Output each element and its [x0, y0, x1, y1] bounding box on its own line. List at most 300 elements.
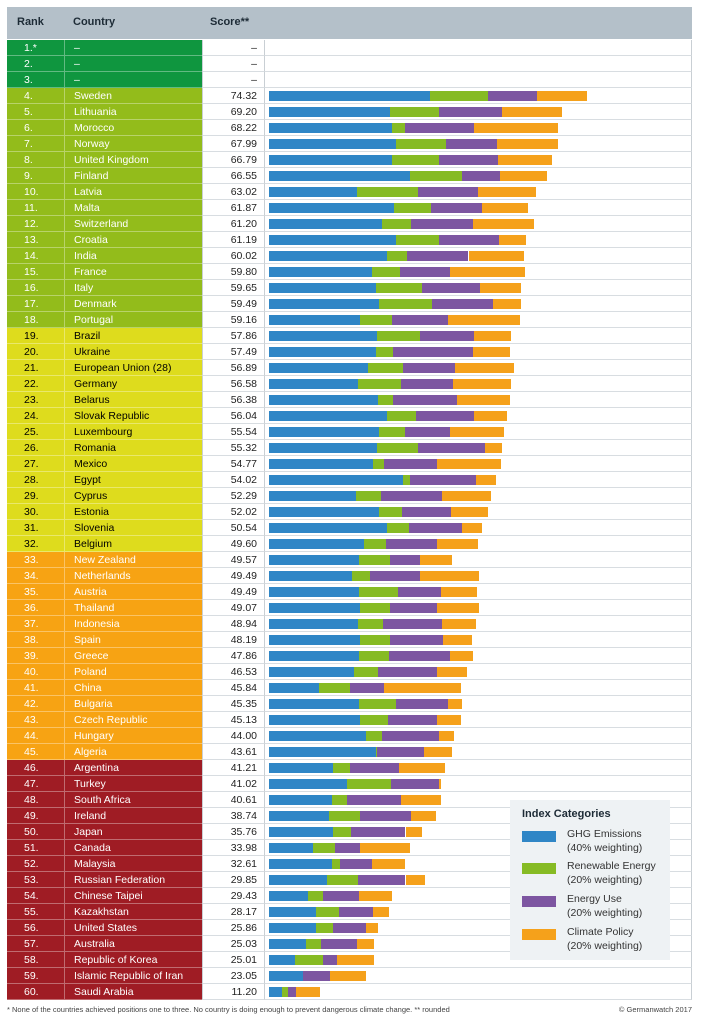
country-cell: Thailand [64, 600, 202, 616]
rank-cell: 15. [7, 264, 64, 280]
bar-segment-ghg [269, 155, 392, 165]
legend-swatch-energy [522, 896, 556, 907]
country-cell: Belarus [64, 392, 202, 408]
bar-segment-ghg [269, 891, 308, 901]
country-cell: Denmark [64, 296, 202, 312]
bar-segment-renewable [333, 827, 351, 837]
score-cell: 59.49 [202, 296, 264, 312]
score-cell: 74.32 [202, 88, 264, 104]
bar-segment-policy [424, 747, 452, 757]
bar-cell [264, 504, 692, 520]
bar-segment-policy [473, 347, 510, 357]
bar-cell [264, 360, 692, 376]
table-row [7, 56, 692, 72]
rank-cell: 23. [7, 392, 64, 408]
bar-segment-ghg [269, 731, 366, 741]
bar-segment-energy [439, 155, 498, 165]
table-row [7, 216, 692, 232]
bar-segment-ghg [269, 379, 358, 389]
country-cell: Germany [64, 376, 202, 392]
bar-segment-energy [384, 459, 438, 469]
bar-segment-renewable [319, 683, 350, 693]
bar-segment-ghg [269, 139, 396, 149]
bar-segment-policy [337, 955, 374, 965]
bar-segment-energy [401, 379, 453, 389]
bar-segment-ghg [269, 539, 364, 549]
bar-segment-renewable [377, 443, 419, 453]
country-cell: Republic of Korea [64, 952, 202, 968]
score-cell: 35.76 [202, 824, 264, 840]
bar-cell [264, 328, 692, 344]
country-cell: Kazakhstan [64, 904, 202, 920]
bar-segment-energy [350, 763, 400, 773]
table-row [7, 584, 692, 600]
legend-swatch-policy [522, 929, 556, 940]
table-row [7, 184, 692, 200]
bar-segment-energy [340, 859, 372, 869]
bar-segment-policy [406, 875, 425, 885]
bar-segment-energy [407, 251, 469, 261]
bar-segment-renewable [352, 571, 370, 581]
bar-segment-policy [372, 859, 405, 869]
bar-segment-policy [359, 891, 392, 901]
country-cell: India [64, 248, 202, 264]
table-row [7, 88, 692, 104]
legend-label-policy: Climate Policy [567, 926, 634, 938]
country-cell: Czech Republic [64, 712, 202, 728]
bar-segment-ghg [269, 315, 360, 325]
bar-segment-renewable [396, 139, 446, 149]
bar-segment-renewable [410, 171, 462, 181]
bar-segment-ghg [269, 251, 387, 261]
bar-segment-ghg [269, 619, 358, 629]
bar-segment-ghg [269, 667, 354, 677]
bar-segment-policy [437, 539, 477, 549]
score-cell: 61.20 [202, 216, 264, 232]
bar-segment-policy [478, 187, 536, 197]
country-cell: Latvia [64, 184, 202, 200]
bar-segment-ghg [269, 331, 377, 341]
bar-segment-ghg [269, 427, 379, 437]
bar-segment-energy [390, 603, 437, 613]
bar-segment-policy [497, 139, 558, 149]
table-row [7, 600, 692, 616]
score-cell: 41.02 [202, 776, 264, 792]
bar-segment-ghg [269, 875, 327, 885]
bar-segment-policy [360, 843, 410, 853]
rank-cell: 42. [7, 696, 64, 712]
bar-segment-policy [498, 155, 552, 165]
bar-segment-energy [392, 315, 447, 325]
score-cell: 45.35 [202, 696, 264, 712]
bar-segment-ghg [269, 443, 377, 453]
country-cell: Malta [64, 200, 202, 216]
score-cell: 49.57 [202, 552, 264, 568]
bar-segment-energy [409, 523, 462, 533]
bar-cell [264, 568, 692, 584]
bar-segment-energy [393, 395, 457, 405]
bar-segment-policy [373, 907, 389, 917]
table-row [7, 648, 692, 664]
bar-segment-ghg [269, 91, 430, 101]
country-cell: Sweden [64, 88, 202, 104]
bar-cell [264, 344, 692, 360]
bar-segment-ghg [269, 491, 356, 501]
score-cell: 67.99 [202, 136, 264, 152]
bar-segment-policy [469, 251, 525, 261]
bar-segment-policy [437, 667, 467, 677]
rank-cell: 12. [7, 216, 64, 232]
bar-segment-renewable [403, 475, 410, 485]
bar-segment-energy [335, 843, 361, 853]
bar-segment-renewable [354, 667, 378, 677]
rank-cell: 10. [7, 184, 64, 200]
bar-segment-ghg [269, 843, 313, 853]
table-row [7, 968, 692, 984]
table-row [7, 408, 692, 424]
table-row [7, 616, 692, 632]
bar-cell [264, 488, 692, 504]
bar-cell [264, 280, 692, 296]
score-cell: – [202, 56, 264, 72]
rank-cell: 50. [7, 824, 64, 840]
bar-segment-energy [321, 939, 357, 949]
bar-cell [264, 456, 692, 472]
rank-cell: 53. [7, 872, 64, 888]
rank-cell: 56. [7, 920, 64, 936]
bar-cell [264, 392, 692, 408]
bar-segment-policy [474, 331, 511, 341]
bar-cell [264, 312, 692, 328]
bar-segment-energy [405, 123, 474, 133]
country-cell: Bulgaria [64, 696, 202, 712]
rank-cell: 11. [7, 200, 64, 216]
bar-segment-energy [378, 667, 436, 677]
rank-cell: 36. [7, 600, 64, 616]
bar-segment-renewable [333, 763, 350, 773]
bar-segment-ghg [269, 267, 372, 277]
bar-segment-policy [451, 507, 488, 517]
legend-label-energy: Energy Use [567, 893, 622, 905]
score-cell: – [202, 72, 264, 88]
bar-cell [264, 88, 692, 104]
table-row [7, 488, 692, 504]
bar-segment-renewable [332, 859, 340, 869]
score-cell: 29.85 [202, 872, 264, 888]
bar-cell [264, 552, 692, 568]
bar-segment-policy [437, 715, 460, 725]
bar-segment-policy [366, 923, 378, 933]
bar-segment-ghg [269, 971, 303, 981]
bar-segment-energy [439, 107, 502, 117]
bar-segment-policy [399, 763, 445, 773]
country-cell: Hungary [64, 728, 202, 744]
country-cell: Estonia [64, 504, 202, 520]
score-cell: 25.03 [202, 936, 264, 952]
bar-segment-energy [405, 427, 450, 437]
bar-cell [264, 968, 692, 984]
score-cell: 52.02 [202, 504, 264, 520]
bar-segment-policy [455, 363, 514, 373]
bar-cell [264, 120, 692, 136]
bar-segment-energy [396, 699, 448, 709]
bar-segment-energy [390, 635, 443, 645]
score-cell: 61.87 [202, 200, 264, 216]
bar-segment-renewable [387, 411, 416, 421]
bar-cell [264, 696, 692, 712]
copyright: © Germanwatch 2017 [618, 1005, 692, 1014]
rank-cell: 13. [7, 232, 64, 248]
score-cell: 56.58 [202, 376, 264, 392]
score-cell: 59.65 [202, 280, 264, 296]
country-cell: Austria [64, 584, 202, 600]
score-cell: 66.55 [202, 168, 264, 184]
bar-segment-energy [462, 171, 500, 181]
bar-segment-renewable [313, 843, 334, 853]
rank-cell: 5. [7, 104, 64, 120]
bar-segment-energy [439, 235, 499, 245]
bar-cell [264, 712, 692, 728]
rank-cell: 21. [7, 360, 64, 376]
bar-segment-renewable [357, 187, 418, 197]
table-row [7, 104, 692, 120]
rank-cell: 33. [7, 552, 64, 568]
score-cell: – [202, 40, 264, 56]
bar-segment-renewable [306, 939, 321, 949]
bar-segment-ghg [269, 779, 347, 789]
bar-segment-renewable [360, 715, 388, 725]
score-cell: 60.02 [202, 248, 264, 264]
bar-segment-energy [420, 331, 474, 341]
rank-cell: 16. [7, 280, 64, 296]
country-cell: Canada [64, 840, 202, 856]
rank-cell: 9. [7, 168, 64, 184]
table-row [7, 520, 692, 536]
bar-segment-renewable [396, 235, 438, 245]
bar-segment-renewable [392, 123, 405, 133]
country-cell: Slovak Republic [64, 408, 202, 424]
bar-segment-policy [537, 91, 587, 101]
bar-segment-policy [401, 795, 441, 805]
table-row [7, 136, 692, 152]
score-cell: 56.38 [202, 392, 264, 408]
bar-cell [264, 376, 692, 392]
bar-segment-renewable [316, 907, 339, 917]
bar-cell [264, 584, 692, 600]
bar-segment-energy [422, 283, 480, 293]
rank-cell: 51. [7, 840, 64, 856]
country-cell: Japan [64, 824, 202, 840]
rank-cell: 38. [7, 632, 64, 648]
bar-segment-ghg [269, 651, 359, 661]
bar-segment-renewable [364, 539, 387, 549]
country-cell: – [64, 40, 202, 56]
bar-segment-energy [347, 795, 401, 805]
score-cell: 47.86 [202, 648, 264, 664]
bar-segment-ghg [269, 683, 319, 693]
bar-cell [264, 232, 692, 248]
table-row [7, 312, 692, 328]
legend-label-ghg: GHG Emissions [567, 828, 642, 840]
country-cell: Argentina [64, 760, 202, 776]
bar-segment-ghg [269, 107, 390, 117]
table-row [7, 328, 692, 344]
country-cell: Romania [64, 440, 202, 456]
bar-segment-renewable [332, 795, 348, 805]
rank-cell: 20. [7, 344, 64, 360]
country-cell: Finland [64, 168, 202, 184]
bar-cell [264, 264, 692, 280]
bar-segment-energy [370, 571, 420, 581]
bar-segment-policy [441, 587, 477, 597]
bar-segment-policy [474, 123, 558, 133]
bar-segment-energy [416, 411, 473, 421]
bar-segment-policy [450, 267, 525, 277]
bar-segment-energy [386, 539, 437, 549]
country-cell: Indonesia [64, 616, 202, 632]
table-row [7, 696, 692, 712]
bar-segment-renewable [387, 251, 407, 261]
bar-segment-renewable [378, 395, 393, 405]
bar-segment-energy [411, 219, 472, 229]
bar-segment-energy [388, 715, 438, 725]
bar-segment-renewable [387, 523, 410, 533]
bar-cell [264, 136, 692, 152]
bar-segment-policy [442, 491, 492, 501]
bar-segment-policy [442, 619, 476, 629]
country-cell: France [64, 264, 202, 280]
bar-segment-energy [333, 923, 366, 933]
score-cell: 61.19 [202, 232, 264, 248]
rank-cell: 43. [7, 712, 64, 728]
country-cell: – [64, 56, 202, 72]
bar-segment-ghg [269, 699, 359, 709]
rank-cell: 3. [7, 72, 64, 88]
score-cell: 46.53 [202, 664, 264, 680]
bar-segment-ghg [269, 987, 282, 997]
rank-cell: 48. [7, 792, 64, 808]
rank-cell: 54. [7, 888, 64, 904]
country-cell: Portugal [64, 312, 202, 328]
score-cell: 66.79 [202, 152, 264, 168]
bar-segment-energy [398, 587, 442, 597]
rank-cell: 2. [7, 56, 64, 72]
rank-cell: 32. [7, 536, 64, 552]
bar-segment-policy [384, 683, 462, 693]
bar-segment-renewable [392, 155, 438, 165]
rank-cell: 8. [7, 152, 64, 168]
table-row [7, 728, 692, 744]
bar-cell [264, 216, 692, 232]
table-row [7, 296, 692, 312]
rank-cell: 60. [7, 984, 64, 1000]
bar-cell [264, 616, 692, 632]
bar-segment-ghg [269, 827, 333, 837]
rank-cell: 26. [7, 440, 64, 456]
country-cell: Spain [64, 632, 202, 648]
bar-segment-policy [485, 443, 501, 453]
bar-segment-policy [439, 779, 441, 789]
bar-cell [264, 296, 692, 312]
bar-segment-energy [390, 555, 420, 565]
country-cell: Mexico [64, 456, 202, 472]
bar-cell [264, 72, 692, 88]
score-cell: 43.61 [202, 744, 264, 760]
bar-cell [264, 152, 692, 168]
score-cell: 52.29 [202, 488, 264, 504]
bar-segment-renewable [382, 219, 411, 229]
bar-segment-renewable [347, 779, 391, 789]
rank-cell: 27. [7, 456, 64, 472]
bar-segment-renewable [379, 507, 402, 517]
bar-segment-renewable [379, 427, 405, 437]
score-cell: 40.61 [202, 792, 264, 808]
bar-segment-energy [358, 875, 405, 885]
bar-segment-policy [480, 283, 521, 293]
table-row [7, 536, 692, 552]
country-cell: Italy [64, 280, 202, 296]
score-cell: 56.89 [202, 360, 264, 376]
score-cell: 50.54 [202, 520, 264, 536]
table-row [7, 504, 692, 520]
bar-segment-ghg [269, 283, 376, 293]
table-row [7, 392, 692, 408]
bar-segment-policy [411, 811, 436, 821]
bar-cell [264, 760, 692, 776]
bar-segment-renewable [379, 299, 432, 309]
rank-cell: 18. [7, 312, 64, 328]
table-row [7, 664, 692, 680]
country-cell: Croatia [64, 232, 202, 248]
bar-segment-policy [439, 731, 454, 741]
bar-segment-renewable [376, 283, 423, 293]
score-cell: 32.61 [202, 856, 264, 872]
bar-segment-ghg [269, 923, 316, 933]
country-cell: South Africa [64, 792, 202, 808]
bar-segment-ghg [269, 811, 329, 821]
bar-segment-policy [462, 523, 482, 533]
country-cell: Algeria [64, 744, 202, 760]
bar-segment-policy [476, 475, 497, 485]
rank-cell: 35. [7, 584, 64, 600]
score-cell: 59.16 [202, 312, 264, 328]
rank-cell: 31. [7, 520, 64, 536]
bar-cell [264, 40, 692, 56]
bar-segment-renewable [368, 363, 403, 373]
country-cell: China [64, 680, 202, 696]
rank-cell: 19. [7, 328, 64, 344]
bar-segment-ghg [269, 635, 360, 645]
bar-segment-ghg [269, 939, 306, 949]
bar-segment-ghg [269, 203, 394, 213]
bar-cell [264, 104, 692, 120]
bar-segment-ghg [269, 859, 332, 869]
country-cell: United Kingdom [64, 152, 202, 168]
bar-segment-energy [446, 139, 497, 149]
bar-segment-ghg [269, 219, 382, 229]
bar-segment-ghg [269, 603, 360, 613]
score-header: Score** [210, 16, 250, 28]
bar-segment-ghg [269, 507, 379, 517]
score-cell: 38.74 [202, 808, 264, 824]
bar-segment-policy [357, 939, 375, 949]
bar-segment-energy [400, 267, 450, 277]
bar-segment-renewable [358, 619, 384, 629]
table-row [7, 712, 692, 728]
rank-cell: 40. [7, 664, 64, 680]
table-row [7, 632, 692, 648]
rank-cell: 46. [7, 760, 64, 776]
